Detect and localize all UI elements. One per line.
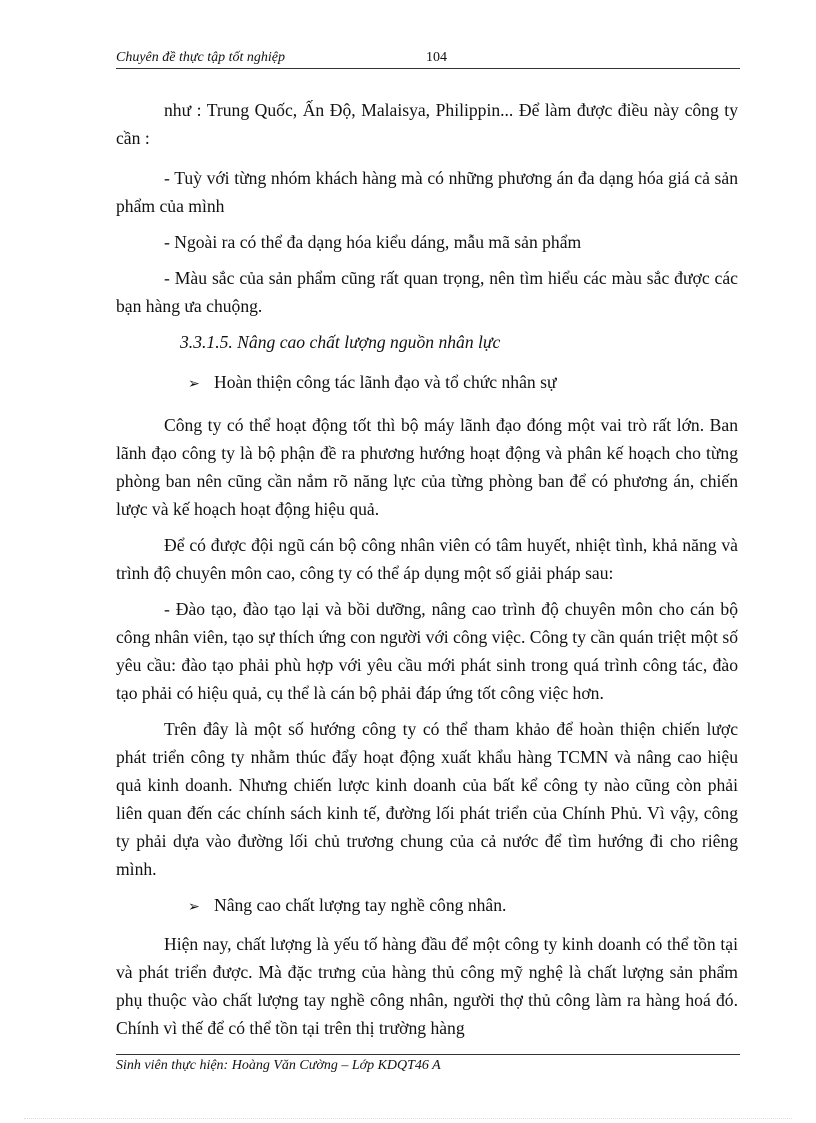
arrow-bullet-icon: ➢ <box>188 377 200 392</box>
page-footer <box>116 1054 740 1074</box>
dash-item-4: - Đào tạo, đào tạo lại và bồi dưỡng, nâng cao trình độ chuyên môn cho cán bộ công nhân viên, tạo sự thích ứng con người với công việc. Công ty cần quán triệt một số yêu cầu: đào tạo phải phù hợp với yêu cầu mới phát sinh trong quá trình công tác, đào tạo phải có hiệu quả, cụ thể là cán bộ phải đáp ứng tốt công việc hơn. <box>116 599 738 703</box>
page-header <box>116 50 740 69</box>
document-body <box>116 96 738 1042</box>
header-title: Chuyên đề thực tập tốt nghiệp <box>116 50 285 65</box>
bullet-item-2 <box>188 891 738 922</box>
paragraph-5: Hiện nay, chất lượng là yếu tố hàng đầu để một công ty kinh doanh có thể tồn tại và phát triển được. Mà đặc trưng của hàng thủ công mỹ nghệ là chất lượng sản phẩm phụ thuộc vào chất lượng tay nghề công nhân, người thợ thủ công làm ra hàng hoá đó. Chính vì thế để có thể tồn tại trên thị trường hàng <box>116 934 738 1038</box>
bullet-item-1 <box>188 368 738 399</box>
page-number: 104 <box>426 50 447 65</box>
paragraph-4: Trên đây là một số hướng công ty có thể tham khảo để hoàn thiện chiến lược phát triển công ty nhằm thúc đẩy hoạt động xuất khẩu hàng TCMN và nâng cao hiệu quả kinh doanh. Nhưng chiến lược kinh doanh của bất kể công ty nào cũng còn phải liên quan đến các chính sách kinh tế, đường lối phát triển của Chính Phủ. Vì vậy, công ty phải dựa vào đường lối chủ trương chung của cả nước để tìm hướng đi cho riêng mình. <box>116 719 738 879</box>
section-heading: 3.3.1.5. Nâng cao chất lượng nguồn nhân lực <box>180 332 501 352</box>
paragraph-2: Công ty có thể hoạt động tốt thì bộ máy lãnh đạo đóng một vai trò rất lớn. Ban lãnh đạo công ty là bộ phận đề ra phương hướng hoạt động và phân kế hoạch cho từng phòng ban nên cũng cần nắm rõ năng lực của từng phòng ban để có phương án, chiến lược và kế hoạch hoạt động hiệu quả. <box>116 415 738 519</box>
paragraph-3: Để có được đội ngũ cán bộ công nhân viên có tâm huyết, nhiệt tình, khả năng và trình độ chuyên môn cao, công ty có thể áp dụng một số giải pháp sau: <box>116 535 738 583</box>
dash-item-3: - Màu sắc của sản phẩm cũng rất quan trọng, nên tìm hiểu các màu sắc được các bạn hàng ưa chuộng. <box>116 268 738 316</box>
bullet-item-2-text: Nâng cao chất lượng tay nghề công nhân. <box>214 895 507 915</box>
dash-item-1: - Tuỳ với từng nhóm khách hàng mà có những phương án đa dạng hóa giá cả sản phẩm của mình <box>116 168 738 216</box>
page-edge-divider <box>24 1118 792 1119</box>
dash-item-2: - Ngoài ra có thể đa dạng hóa kiểu dáng, mẫu mã sản phẩm <box>164 232 582 252</box>
footer-text: Sinh viên thực hiện: Hoàng Văn Cường – Lớp KDQT46 A <box>116 1058 441 1073</box>
bullet-item-1-text: Hoàn thiện công tác lãnh đạo và tổ chức nhân sự <box>214 372 557 392</box>
arrow-bullet-icon: ➢ <box>188 900 200 915</box>
paragraph-1: như : Trung Quốc, Ấn Độ, Malaisya, Philippin... Để làm được điều này công ty cần : <box>116 100 738 148</box>
